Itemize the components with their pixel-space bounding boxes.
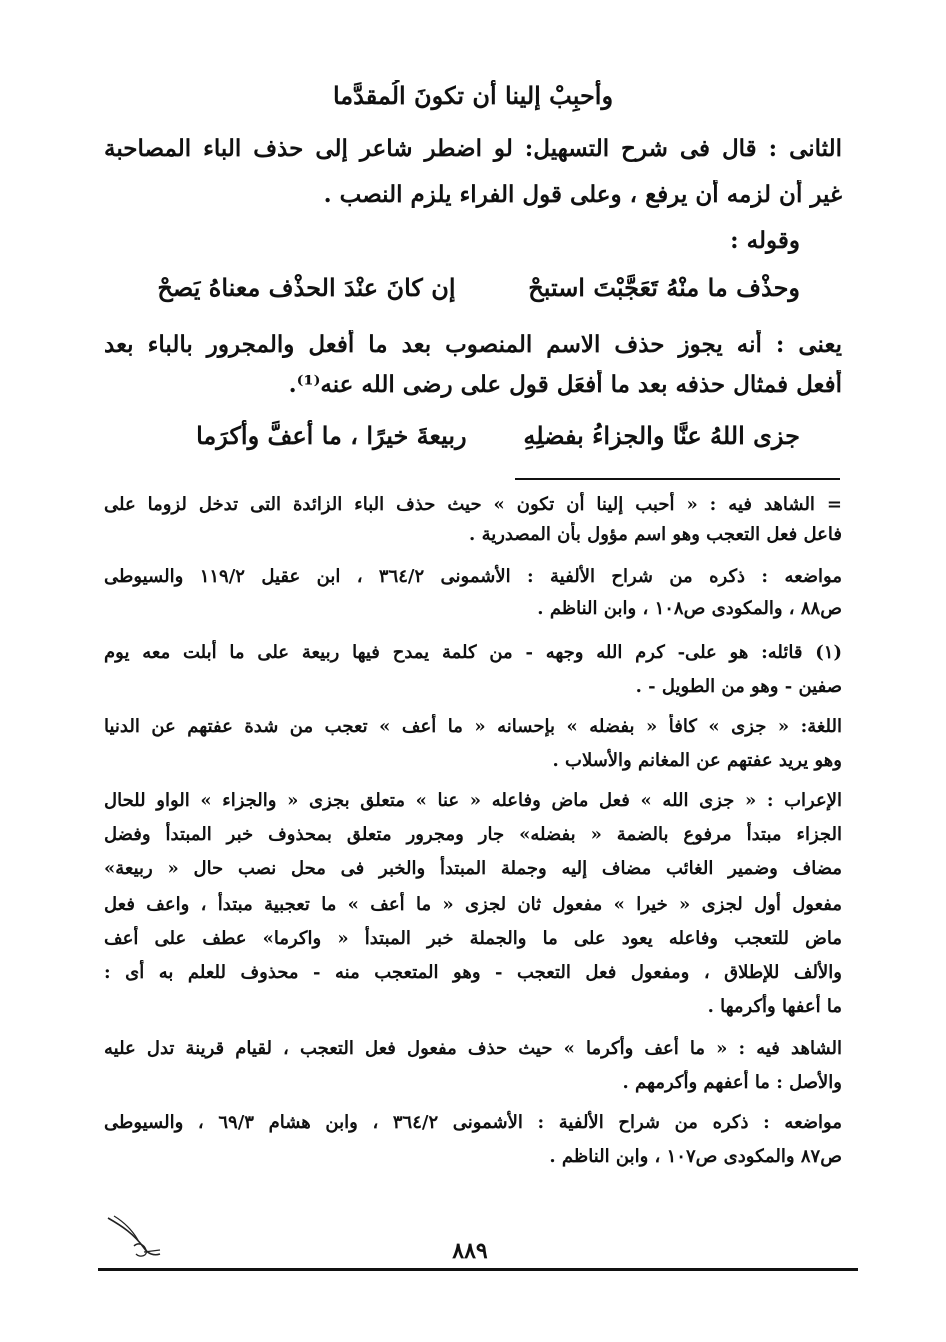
footnote-line-1: = الشاهد فيه : « أحبب إلينا أن تكون » حيث حذف الباء الزائدة التى تدخل لزوما على <box>104 494 842 515</box>
footnote-line-18: مواضعه : ذكره من شراح الألفية : الأشمونى ٣٦٤/٢ ، وابن هشام ٦٩/٣ ، والسيوطى <box>104 1112 842 1133</box>
footnote-line-19: ص٨٧ والمكودى ص١٠٧ ، وابن الناظم . <box>549 1146 842 1167</box>
footnote-line-9: الإعراب : « جزى الله » فعل ماض وفاعله « عنا » متعلق بجزى « والجزاء » الواو للحال <box>104 790 842 811</box>
footnote-line-17: والأصل : ما أعفهم وأكرمهم . <box>622 1072 842 1093</box>
text-line-2: الثانى : قال فى شرح التسهيل: لو اضطر شاعر إلى حذف الباء المصاحبة <box>104 135 842 162</box>
footnote-line-5: (١) قائله: هو على- كرم الله وجهه - من كلمة يمدح فيها ربيعة على ما أبلت معه يوم <box>104 642 842 663</box>
page-number: ٨٨٩ <box>452 1238 488 1264</box>
footnote-line-14: والألف للإطلاق ، ومفعول فعل التعجب - وهو المتعجب منه - محذوف للعلم به أى : <box>104 962 842 983</box>
footnote-line-7: اللغة: « جزى » كافأ « بفضله » بإحسانه « ما أعف » تعجب من شدة عفتهم عن الدنيا <box>104 716 842 737</box>
footnote-line-6: صفين - وهو من الطويل - . <box>635 676 842 697</box>
text-line-3: غير أن لزمه أن يرفع ، وعلى قول الفراء يلزم النصب . <box>323 181 842 208</box>
footnote-line-11: مضاف وضمير الغائب مضاف إليه وجملة المبتدأ والخبر فى محل نصب حال « ربيعة» <box>104 858 842 879</box>
text-line-7: أفعل فمثال حذفه بعد ما أفعَل قول على رضى الله عنه⁽¹⁾. <box>288 371 842 398</box>
verse-hemistich-1: وحذْف ما منْهُ تَعَجَّبْتَ استبحْ <box>528 273 800 302</box>
footnote-line-3: مواضعه : ذكره من شراح الألفية : الأشمونى ٣٦٤/٢ ، ابن عقيل ١١٩/٢ والسيوطى <box>104 566 842 587</box>
text-line-4: وقوله : <box>730 227 800 254</box>
footnote-line-13: ماض للتعجب وفاعله يعود على ما والجملة خبر المبتدأ « واكرما» عطف على أعف <box>104 928 842 949</box>
verse-line-1: وأَحبِبْ إلينا أن تكونَ الُمقدَّما <box>332 81 614 110</box>
verse-hemistich-4: ربيعةَ خيرًا ، ما أعفَّ وأكرَما <box>196 421 467 450</box>
footnote-separator <box>515 478 840 480</box>
footnote-line-12: مفعول أول لجزى « خيرا » مفعول ثان لجزى « ما أعف » ما تعجبية مبتدأ ، واعف فعل <box>104 894 842 915</box>
footnote-line-8: وهو يريد عفتهم عن المغانم والأسلاب . <box>552 750 842 771</box>
footnote-line-10: الجزاء مبتدأ مرفوع بالضمة « بفضله» جار ومجرور متعلق بمحذوف خبر المبتدأ وفضل <box>104 824 842 845</box>
verse-hemistich-3: جزى اللهُ عنَّا والجزاءُ بفضلِهِ <box>523 421 800 450</box>
verse-line-3 <box>180 420 800 452</box>
bottom-rule <box>98 1268 858 1271</box>
footnote-line-4: ص٨٨ ، والمكودى ص١٠٨ ، وابن الناظم . <box>537 598 842 619</box>
footnote-line-15: ما أعفها وأكرمها . <box>707 996 842 1017</box>
verse-line-2 <box>140 272 800 304</box>
verse-hemistich-2: إن كانَ عنْدَ الحذْف معناهُ يَصحْ <box>157 273 456 302</box>
footnote-line-16: الشاهد فيه : « ما أعف وأكرما » حيث حذف مفعول فعل التعجب ، لقيام قرينة تدل عليه <box>104 1038 842 1059</box>
footnote-line-2: فاعل فعل التعجب وهو اسم مؤول بأن المصدرية . <box>469 524 842 545</box>
quill-ornament-icon <box>104 1212 164 1262</box>
text-line-6: يعنى : أنه يجوز حذف الاسم المنصوب بعد ما أفعل والمجرور بالباء بعد <box>104 331 842 358</box>
